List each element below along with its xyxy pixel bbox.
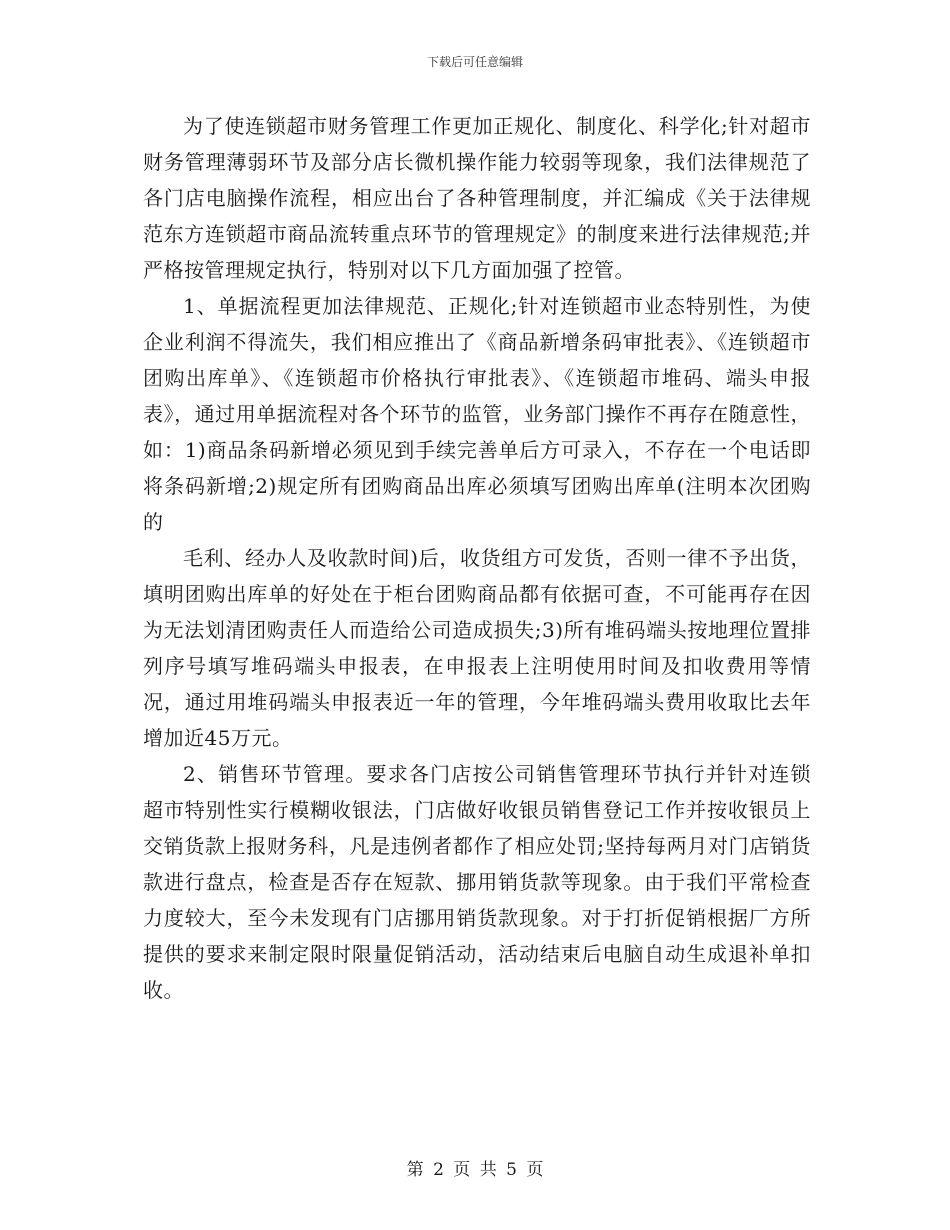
page-number: 第 2 页 共 5 页 <box>406 1160 544 1180</box>
paragraph-sales-management: 2、销售环节管理。要求各门店按公司销售管理环节执行并针对连锁超市特别性实行模糊收银法，门店做好收银员销售登记工作并按收银员上交销货款上报财务科，凡是违例者都作了相应处罚;坚持每两月对门店销货款进行盘点，检查是否存在短款、挪用销货款等现象。由于我们平常检查力度较大，至今未发现有门店挪用销货款现象。对于打折促销根据厂方所提供的要求来制定限时限量促销活动，活动结束后电脑自动生成退补单扣收。 <box>143 762 811 1002</box>
page-header: 下载后可任意编辑 <box>426 55 523 69</box>
document-body <box>143 108 811 1008</box>
paragraph-intro: 为了使连锁超市财务管理工作更加正规化、制度化、科学化;针对超市财务管理薄弱环节及部分店长微机操作能力较弱等现象，我们法律规范了各门店电脑操作流程，相应出台了各种管理制度，并汇编成《关于法律规范东方连锁超市商品流转重点环节的管理规定》的制度来进行法律规范;并严格按管理规定执行，特别对以下几方面加强了控管。 <box>143 114 811 282</box>
paragraph-group-purchase: 毛利、经办人及收款时间)后，收货组方可发货，否则一律不予出货，填明团购出库单的好处在于柜台团购商品都有依据可查，不可能再存在因为无法划清团购责任人而造给公司造成损失;3)所有堆码端头按地理位置排列序号填写堆码端头申报表，在申报表上注明使用时间及扣收费用等情况，通过用堆码端头申报表近一年的管理，今年堆码端头费用收取比去年增加近45万元。 <box>143 546 811 750</box>
paragraph-document-flow: 1、单据流程更加法律规范、正规化;针对连锁超市业态特别性，为使企业利润不得流失，我们相应推出了《商品新增条码审批表》、《连锁超市团购出库单》、《连锁超市价格执行审批表》、《连锁超市堆码、端头申报表》，通过用单据流程对各个环节的监管，业务部门操作不再存在随意性，如：1)商品条码新增必须见到手续完善单后方可录入，不存在一个电话即将条码新增;2)规定所有团购商品出库必须填写团购出库单(注明本次团购的 <box>143 294 811 534</box>
